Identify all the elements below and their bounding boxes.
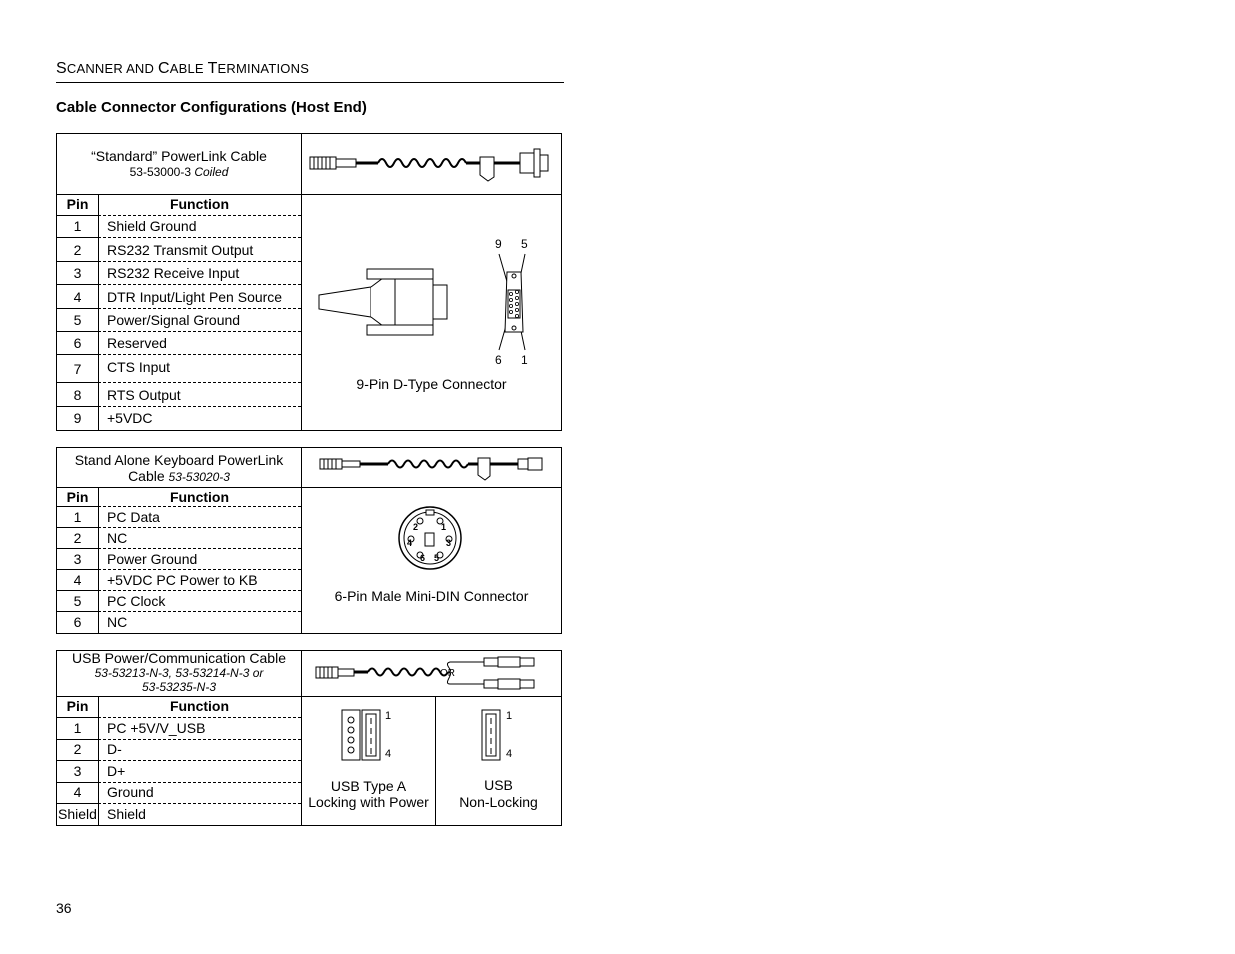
pin-label-6: 6 (495, 353, 502, 367)
table-row-function: D+ (107, 763, 126, 779)
d-type-pinout-image (495, 252, 530, 352)
or-label: OR (440, 668, 455, 679)
usb-non-locking-label: USB (484, 777, 513, 793)
cable-part: 53-53235-N-3 (141, 680, 217, 694)
table-row-pin: 2 (73, 741, 82, 757)
cable-part: Cable 53-53020-3 (128, 468, 230, 484)
din-pin-5: 5 (434, 553, 440, 563)
din-pin-1: 1 (441, 522, 447, 532)
header-function: Function (169, 698, 230, 714)
table-row-function: Power/Signal Ground (107, 312, 241, 328)
page-number: 36 (56, 900, 72, 916)
table-row-pin: 5 (73, 593, 82, 609)
table-row-function: +5VDC PC Power to KB (107, 572, 258, 588)
table-row-pin: 4 (73, 784, 82, 800)
table-row-function: PC Clock (107, 593, 166, 609)
table-row-pin: 2 (73, 242, 82, 258)
table-row-function: PC +5V/V_USB (107, 720, 206, 736)
table-row-function: NC (107, 614, 128, 630)
table-row-pin: 6 (73, 614, 82, 630)
table-row-function: Shield Ground (107, 218, 197, 234)
table-row-pin: Shield (58, 806, 97, 822)
usb-pin-4: 4 (506, 748, 513, 760)
table-row-pin: 8 (73, 387, 82, 403)
table-row-pin: 6 (73, 335, 82, 351)
table-row-pin: 5 (73, 312, 82, 328)
usb-non-locking-label: Non-Locking (459, 794, 538, 810)
title-rule (56, 82, 564, 83)
cable-part: 53-53000-3 Coiled (129, 165, 229, 179)
table-row-pin: 1 (73, 218, 82, 234)
table-row-function: Shield (107, 806, 146, 822)
header-pin: Pin (66, 489, 89, 505)
table-row-function: D- (107, 741, 122, 757)
cable-part: 53-53213-N-3, 53-53214-N-3 or (94, 666, 264, 680)
usb-cable-image (314, 654, 542, 694)
table-row-function: RS232 Receive Input (107, 265, 240, 281)
usb-type-a-label: USB Type A (330, 778, 407, 794)
header-function: Function (169, 196, 230, 212)
table-row-pin: 3 (73, 763, 82, 779)
usb-type-a-locking-image (340, 708, 382, 762)
table-row-function: Reserved (107, 335, 167, 351)
cable-title: USB Power/Communication Cable (72, 650, 286, 666)
pin-label-1: 1 (521, 353, 528, 367)
header-pin: Pin (66, 196, 89, 212)
usb-type-a-label: Locking with Power (308, 794, 429, 810)
table-row-pin: 2 (73, 530, 82, 546)
header-function: Function (169, 489, 230, 505)
usb-pin-1: 1 (506, 710, 513, 722)
pin-label-5: 5 (521, 237, 528, 251)
din-pin-4: 4 (407, 538, 413, 548)
section-title: SCANNER AND CABLE TERMINATIONS (56, 60, 310, 77)
table-row-pin: 4 (73, 572, 82, 588)
usb-pin-1: 1 (385, 710, 392, 722)
table-row-function: RTS Output (107, 387, 181, 403)
table-row-function: Power Ground (107, 551, 198, 567)
table-row-function: NC (107, 530, 128, 546)
coiled-cable-image (318, 450, 548, 484)
subtitle: Cable Connector Configurations (Host End) (56, 99, 367, 116)
din-pin-3: 3 (446, 538, 452, 548)
connector-label: 6-Pin Male Mini-DIN Connector (334, 588, 529, 604)
table-row-pin: 9 (73, 410, 82, 426)
table-row-function: PC Data (107, 509, 160, 525)
cable-title: “Standard” PowerLink Cable (91, 148, 267, 164)
table-row-pin: 4 (73, 289, 82, 305)
table-row-function: DTR Input/Light Pen Source (107, 289, 283, 305)
table-row-function: Ground (107, 784, 154, 800)
table-row-function: RS232 Transmit Output (107, 242, 254, 258)
table-row-pin: 1 (73, 720, 82, 736)
usb-non-locking-image (480, 708, 502, 762)
header-pin: Pin (66, 698, 89, 714)
coiled-cable-image (308, 143, 553, 185)
din-pin-2: 2 (413, 522, 419, 532)
table-row-pin: 7 (73, 361, 82, 377)
connector-label: 9-Pin D-Type Connector (356, 376, 507, 392)
din-pin-6: 6 (420, 553, 426, 563)
table-row-pin: 1 (73, 509, 82, 525)
table-row-function: CTS Input (107, 359, 171, 375)
table-row-function: +5VDC (107, 410, 153, 426)
pin-label-9: 9 (495, 237, 502, 251)
cable-title: Stand Alone Keyboard PowerLink (74, 452, 284, 468)
table-row-pin: 3 (73, 551, 82, 567)
usb-pin-4: 4 (385, 748, 392, 760)
table-row-pin: 3 (73, 265, 82, 281)
d-type-connector-image (315, 265, 450, 340)
